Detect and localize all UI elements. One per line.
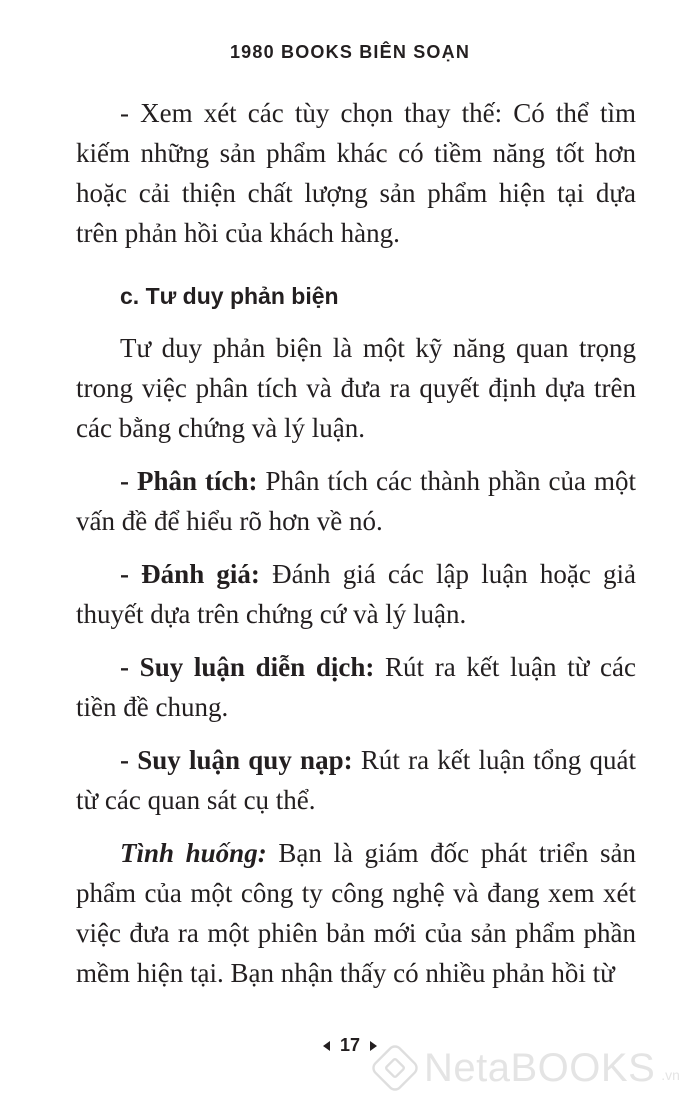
- list-item-deduction: [76, 647, 636, 727]
- list-item-induction: [76, 740, 636, 820]
- paragraph-alternatives: - Xem xét các tùy chọn thay thế: Có thể tìm kiếm những sản phẩm khác có tiềm năng tốt hơn hoặc cải thiện chất lượng sản phẩm hiện tại dựa trên phản hồi của khách hàng.: [76, 98, 636, 248]
- item-text: Rút ra kết luận từ các tiền đề chung.: [76, 652, 636, 722]
- item-lead: - Đánh giá:: [120, 559, 260, 589]
- list-item-analysis: [76, 461, 636, 541]
- netabooks-logo-icon: [369, 1042, 421, 1094]
- item-lead: - Suy luận quy nạp:: [120, 745, 353, 775]
- item-text: Rút ra kết luận tổng quát từ các quan sát cụ thể.: [76, 745, 636, 815]
- running-header: 1980 BOOKS BIÊN SOẠN: [229, 42, 471, 62]
- page-body: [76, 93, 636, 993]
- section-heading: c. Tư duy phản biện: [120, 283, 339, 309]
- watermark-brand: NetaBOOKS: [424, 1045, 656, 1090]
- page-number: 17: [339, 1035, 361, 1055]
- item-lead: - Phân tích:: [120, 466, 258, 496]
- watermark: [372, 1045, 680, 1091]
- item-text: Phân tích các thành phần của một vấn đề để hiểu rõ hơn về nó.: [76, 466, 636, 536]
- list-item-evaluation: [76, 554, 636, 634]
- paragraph-intro: Tư duy phản biện là một kỹ năng quan trọng trong việc phân tích và đưa ra quyết định dựa trên các bằng chứng và lý luận.: [76, 333, 636, 443]
- item-lead: - Suy luận diễn dịch:: [120, 652, 375, 682]
- watermark-suffix: .vn: [661, 1067, 680, 1083]
- page-number-nav: [323, 1035, 377, 1056]
- left-triangle-icon: [323, 1041, 330, 1051]
- scenario-lead: Tình huống:: [120, 838, 267, 868]
- paragraph-scenario: [76, 833, 636, 993]
- item-text: Đánh giá các lập luận hoặc giả thuyết dựa trên chứng cứ và lý luận.: [76, 559, 637, 629]
- scenario-text: Bạn là giám đốc phát triển sản phẩm của một công ty công nghệ và đang xem xét việc đưa ra một phiên bản mới của sản phẩm phần mềm hiện tại. Bạn nhận thấy có nhiều phản hồi từ: [76, 838, 636, 988]
